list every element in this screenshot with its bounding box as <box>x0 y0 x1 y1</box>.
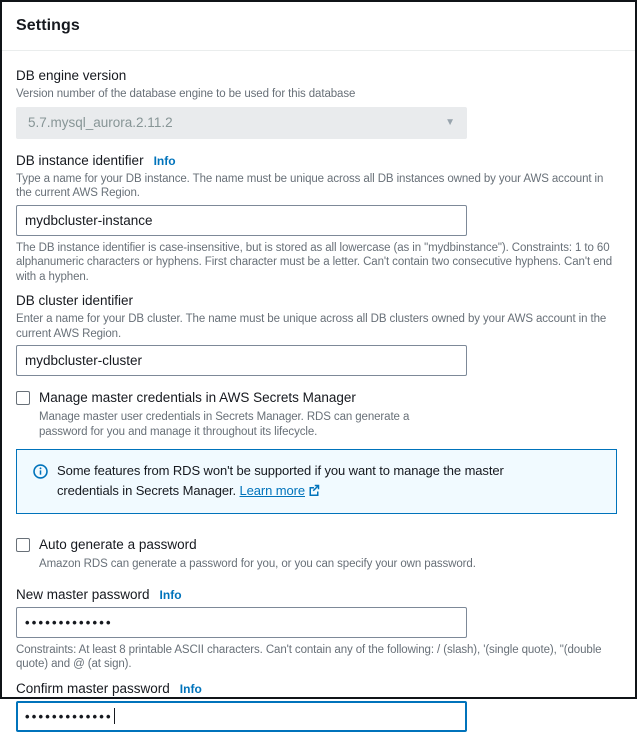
db-cluster-identifier-input[interactable] <box>16 345 467 376</box>
confirm-master-password-value: ••••••••••••• <box>25 708 113 724</box>
db-engine-version-value: 5.7.mysql_aurora.2.11.2 <box>28 115 173 130</box>
new-master-password-input[interactable] <box>16 607 467 638</box>
manage-secrets-label[interactable]: Manage master credentials in AWS Secrets Manager <box>39 390 356 405</box>
new-master-password-info-link[interactable]: Info <box>159 587 182 602</box>
secrets-manager-info-alert <box>16 449 617 514</box>
chevron-down-icon: ▼ <box>445 116 455 128</box>
field-manage-secrets <box>16 389 615 439</box>
external-link-icon <box>308 484 320 499</box>
db-engine-version-label: DB engine version <box>16 68 127 83</box>
db-instance-identifier-label: DB instance identifier <box>16 152 144 168</box>
confirm-master-password-input[interactable] <box>16 701 467 732</box>
db-instance-identifier-info-link[interactable]: Info <box>153 153 176 168</box>
field-auto-generate-password <box>16 536 615 572</box>
db-engine-version-select <box>16 107 467 139</box>
manage-secrets-checkbox-row[interactable] <box>16 389 615 407</box>
auto-generate-password-checkbox-row[interactable] <box>16 536 615 554</box>
db-instance-identifier-input[interactable] <box>16 205 467 236</box>
db-cluster-identifier-description: Enter a name for your DB cluster. The name must be unique across all DB clusters owned by your AWS account in the current AWS Region. <box>16 313 607 340</box>
db-instance-identifier-constraint: The DB instance identifier is case-insensitive, but is stored as all lowercase (as in "mydbinstance"). Constraints: 1 to 60 alphanumeric characters or hyphens. First character must be a letter. Can't contain two consecutive hyphens. Can't end with a hyphen. <box>16 241 613 283</box>
settings-form <box>2 51 635 732</box>
page-title: Settings <box>16 17 80 34</box>
field-confirm-master-password <box>16 680 615 732</box>
auto-generate-password-label[interactable]: Auto generate a password <box>39 537 197 552</box>
info-circle-icon <box>33 464 48 484</box>
db-cluster-identifier-label: DB cluster identifier <box>16 293 134 308</box>
new-master-password-constraint: Constraints: At least 8 printable ASCII characters. Can't contain any of the following: / (slash), '(single quote), "(double quote) and @ (at sign). <box>16 643 602 670</box>
manage-secrets-description: Manage master user credentials in Secrets Manager. RDS can generate a password for you and manage it throughout its lifecycle. <box>39 411 410 438</box>
alert-text: Some features from RDS won't be supported if you want to manage the master credentials in Secrets Manager. <box>57 463 504 498</box>
learn-more-link[interactable]: Learn more <box>240 483 320 498</box>
text-cursor <box>114 708 116 724</box>
field-db-instance-identifier <box>16 152 615 285</box>
db-engine-version-description: Version number of the database engine to be used for this database <box>16 88 356 100</box>
new-master-password-label: New master password <box>16 586 150 602</box>
field-db-cluster-identifier <box>16 292 615 376</box>
field-new-master-password <box>16 586 615 672</box>
auto-generate-password-checkbox[interactable] <box>16 538 30 552</box>
panel-header <box>2 2 635 51</box>
auto-generate-password-description: Amazon RDS can generate a password for you, or you can specify your own password. <box>39 558 476 570</box>
manage-secrets-checkbox[interactable] <box>16 391 30 405</box>
confirm-master-password-info-link[interactable]: Info <box>179 681 202 696</box>
confirm-master-password-label: Confirm master password <box>16 680 170 696</box>
alert-message <box>57 461 562 502</box>
db-instance-identifier-description: Type a name for your DB instance. The name must be unique across all DB instances owned by your AWS account in the current AWS Region. <box>16 172 604 199</box>
field-db-engine-version <box>16 67 615 139</box>
